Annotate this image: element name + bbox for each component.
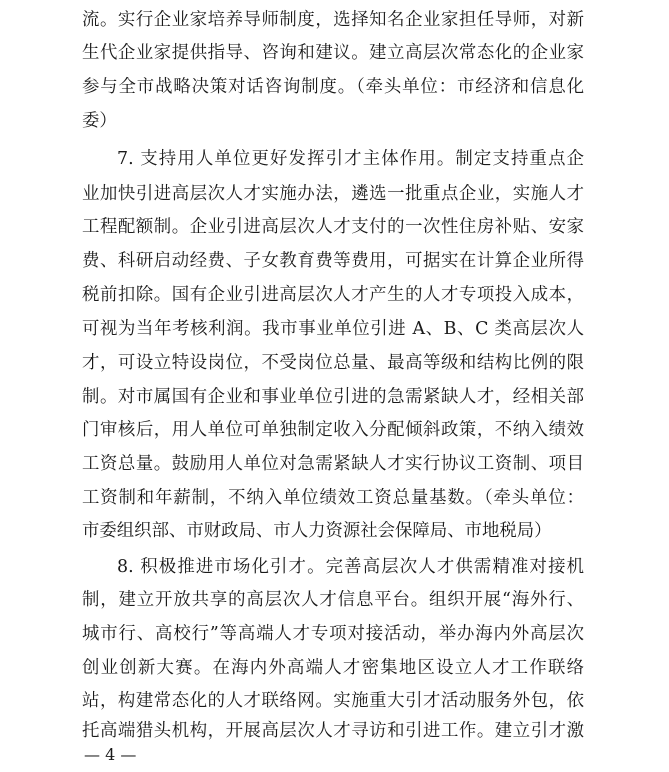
- page-number: — 4 —: [84, 745, 137, 764]
- text-line: 业加快引进高层次人才实施办法，遴选一批重点企业，实施人才: [82, 184, 584, 204]
- text-line: 流。实行企业家培养导师制度，选择知名企业家担任导师，对新: [82, 10, 584, 30]
- text-line: 制，建立开放共享的高层次人才信息平台。组织开展“海外行、: [82, 590, 584, 610]
- text-line: 站，构建常态化的人才联络网。实施重大引才活动服务外包，依: [82, 691, 584, 711]
- text-line: 门审核后，用人单位可单独制定收入分配倾斜政策，不纳入绩效: [82, 420, 584, 440]
- text-line: 创业创新大赛。在海内外高端人才密集地区设立人才工作联络: [82, 658, 584, 678]
- text-line: 参与全市战略决策对话咨询制度。（牵头单位：市经济和信息化: [82, 77, 584, 97]
- text-line: 工资总量。鼓励用人单位对急需紧缺人才实行协议工资制、项目: [82, 454, 584, 474]
- section-8-heading-line: 8. 积极推进市场化引才。完善高层次人才供需精准对接机: [117, 557, 584, 577]
- text-line: 制。对市属国有企业和事业单位引进的急需紧缺人才，经相关部: [82, 387, 584, 407]
- text-line: 市委组织部、市财政局、市人力资源社会保障局、市地税局）: [82, 521, 552, 541]
- text-line: 税前扣除。国有企业引进高层次人才产生的人才专项投入成本，: [82, 285, 584, 305]
- text-line: 可视为当年考核利润。我市事业单位引进 A、B、C 类高层次人: [82, 319, 584, 339]
- text-line: 工资制和年薪制，不纳入单位绩效工资总量基数。（牵头单位：: [82, 488, 584, 508]
- text-line: 才，可设立特设岗位，不受岗位总量、最高等级和结构比例的限: [82, 353, 584, 373]
- text-line: 生代企业家提供指导、咨询和建议。建立高层次常态化的企业家: [82, 43, 584, 63]
- text-line: 托高端猎头机构，开展高层次人才寻访和引进工作。建立引才激: [82, 721, 584, 741]
- text-line: 城市行、高校行”等高端人才专项对接活动，举办海内外高层次: [82, 624, 584, 644]
- text-line: 委）: [82, 111, 117, 131]
- section-7-heading-line: 7. 支持用人单位更好发挥引才主体作用。制定支持重点企: [117, 149, 584, 169]
- text-line: 工程配额制。企业引进高层次人才支付的一次性住房补贴、安家: [82, 217, 584, 237]
- text-line: 费、科研启动经费、子女教育费等费用，可据实在计算企业所得: [82, 251, 584, 271]
